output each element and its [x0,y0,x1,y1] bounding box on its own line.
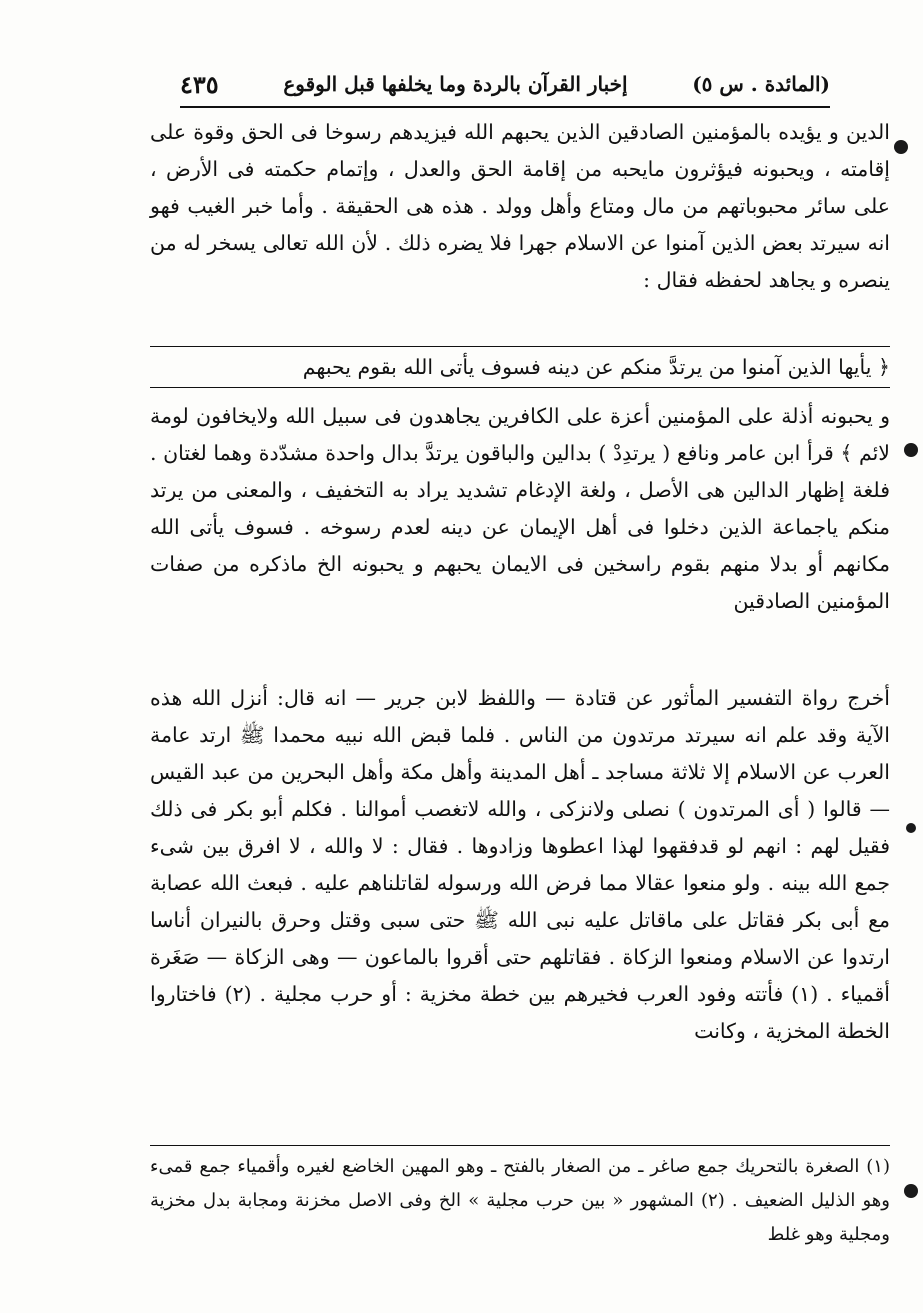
binding-hole-mark [904,443,918,457]
running-header [180,62,830,108]
binding-hole-mark [894,140,908,154]
sura-reference: (المائدة . س ٥) [692,72,830,96]
footnotes: (١) الصغرة بالتحريك جمع صاغر ـ من الصغار بالفتح ـ وهو المهين الخاضع لغيره وأقمياء جمع قمىء وهو الذليل الضعيف . (٢) المشهور « بين حرب مجلية » الخ وفى الاصل مخزنة ومجابة بدل مخزية ومجلية وهو غلط [150,1156,890,1245]
paragraph-3: أخرج رواة التفسير المأثور عن قتادة — واللفظ لابن جرير — انه قال: أنزل الله هذه الآية وقد علم انه سيرتد مرتدون من الناس . فلما قبض الله نبيه محمدا ﷺ ارتد عامة العرب عن الاسلام إلا ثلاثة مساجد ـ أهل المدينة وأهل مكة وأهل البحرين من عبد القيس — قالوا ( أى المرتدون ) نصلى ولانزكى ، والله لاتغصب أموالنا . فكلم أبو بكر فى ذلك فقيل لهم : انهم لو قدفقهوا لهذا اعطوها وزادوها . فقال : لا والله ، لا افرق بين شىء جمع الله بينه . ولو منعوا عقالا مما فرض الله ورسوله لقاتلناهم عليه . فبعث الله عصابة مع أبى بكر فقاتل على ماقاتل عليه نبى الله ﷺ حتى سبى وقتل وحرق بالنيران أناسا ارتدوا عن الاسلام ومنعوا الزكاة . فقاتلهم حتى أقروا بالماعون — وهى الزكاة — صَغَرة أقمياء . (١) فأتته وفود العرب فخيرهم بين خطة مخزية : أو حرب مجلية . (٢) فاختاروا الخطة المخزية ، وكانت [150,686,890,1043]
header-title: إخبار القرآن بالردة وما يخلفها قبل الوقوع [283,72,628,96]
quran-verse: ﴿ يأيها الذين آمنوا من يرتدَّ منكم عن دينه فسوف يأتى الله بقوم يحبهم [150,346,890,388]
binding-hole-mark [906,823,916,833]
page-number: ٤٣٥ [180,69,219,99]
binding-hole-mark [904,1184,918,1198]
paragraph-1: الدين و يؤيده بالمؤمنين الصادقين الذين يحبهم الله فيزيدهم رسوخا فى الحق وقوة على إقامته ، ويحبونه فيؤثرون مايحبه من إقامة الحق والعدل ، وإتمام حكمته فى الأرض ، على سائر محبوباتهم من مال ومتاع وأهل وولد . هذه هى الحقيقة . وأما خبر الغيب فهو انه سيرتد بعض الذين آمنوا عن الاسلام جهرا فلا يضره ذلك . لأن الله تعالى يسخر له من ينصره و يجاهد لحفظه فقال : [150,120,890,292]
footnote-divider [150,1145,890,1146]
paragraph-2: و يحبونه أذلة على المؤمنين أعزة على الكافرين يجاهدون فى سبيل الله ولايخافون لومة لائم ﴾ قرأ ابن عامر ونافع ( يرتدِدْ ) بدالين والباقون يرتدَّ بدال واحدة مشدّدة وهما لغتان . فلغة إظهار الدالين هى الأصل ، ولغة الإدغام تشديد يراد به التخفيف ، والمعنى من يرتد منكم ياجماعة الذين دخلوا فى أهل الإيمان عن دينه لعدم رسوخه . فسوف يأتى الله مكانهم أو بدلا منهم بقوم راسخين فى الايمان يحبهم و يحبونه الخ ماذكره من صفات المؤمنين الصادقين [150,404,890,613]
